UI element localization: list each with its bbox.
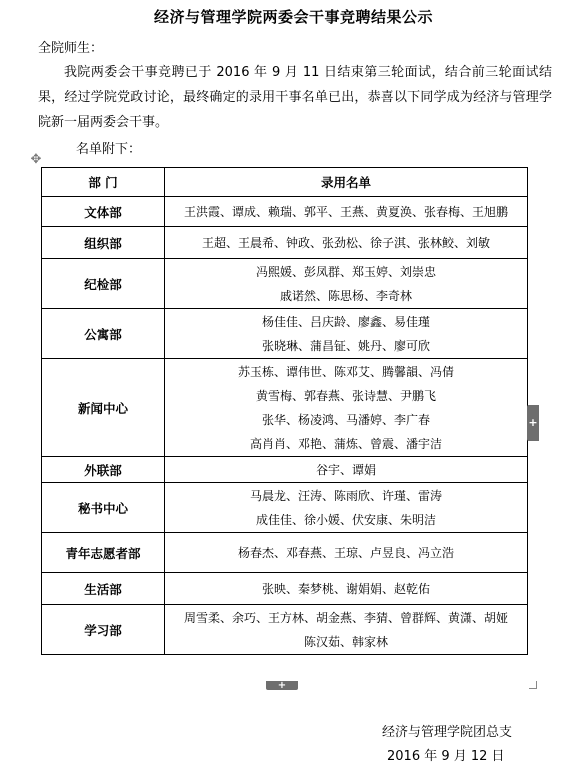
- table-row: [42, 197, 528, 227]
- names-cell: [165, 483, 528, 533]
- signature-org: 经济与管理学院团总支: [382, 725, 513, 740]
- document-title: 经济与管理学院两委会干事竞聘结果公示: [153, 8, 433, 26]
- table-row: [42, 359, 528, 457]
- table-row: [42, 483, 528, 533]
- table-row: [42, 605, 528, 655]
- table-row: [42, 533, 528, 573]
- names-line: 张映、秦梦桃、谢娟娟、赵乾佑: [261, 581, 430, 596]
- department-cell: 组织部: [42, 227, 165, 259]
- roster-body: [42, 197, 528, 655]
- department-cell: 生活部: [42, 573, 165, 605]
- names-line: 戚诺然、陈思杨、李奇林: [279, 288, 412, 303]
- names-line: 苏玉栋、谭伟世、陈邓艾、腾馨韻、冯倩: [237, 364, 454, 379]
- names-line: 杨佳佳、吕庆龄、廖鑫、易佳瑾: [261, 314, 430, 329]
- header-names: 录用名单: [165, 168, 528, 197]
- names-line: 王超、王晨希、钟政、张劲松、徐子淇、张林鲛、刘敏: [201, 235, 490, 250]
- table-row: [42, 457, 528, 483]
- department-cell: 文体部: [42, 197, 165, 227]
- department-cell: 学习部: [42, 605, 165, 655]
- list-label: 名单附下：: [76, 142, 142, 157]
- roster-table: [41, 167, 528, 655]
- names-line: 谷宇、谭娟: [315, 462, 376, 477]
- table-header-row: [42, 168, 528, 197]
- names-cell: [165, 259, 528, 309]
- names-line: 张晓琳、蒲昌钲、姚丹、廖可欣: [261, 338, 430, 353]
- header-department: 部 门: [42, 168, 165, 197]
- department-cell: 秘书中心: [42, 483, 165, 533]
- department-cell: 新闻中心: [42, 359, 165, 457]
- department-cell: 公寓部: [42, 309, 165, 359]
- department-cell: 外联部: [42, 457, 165, 483]
- names-cell: [165, 227, 528, 259]
- add-column-icon[interactable]: +: [527, 405, 539, 441]
- table-row: [42, 259, 528, 309]
- names-line: 陈汉茹、韩家林: [303, 634, 388, 649]
- names-cell: [165, 457, 528, 483]
- table-row: [42, 309, 528, 359]
- names-line: 高肖肖、邓艳、蒲炼、曾震、潘宇洁: [249, 436, 442, 451]
- names-line: 黄雪梅、郭春燕、张诗慧、尹鹏飞: [255, 388, 436, 403]
- add-row-icon[interactable]: +: [266, 681, 298, 690]
- names-line: 成佳佳、徐小媛、伏安康、朱明洁: [255, 512, 436, 527]
- announcement-body: 我院两委会干事竞聘已于 2016 年 9 月 11 日结束第三轮面试，结合前三轮面试结果，经过学院党政讨论，最终确定的录用干事名单已出，恭喜以下同学成为经济与管理学院新一届两委会干事。: [38, 65, 552, 130]
- names-line: 王洪霞、谭成、赖瑞、郭平、王燕、黄夏涣、张春梅、王旭鹏: [183, 204, 508, 219]
- names-cell: [165, 573, 528, 605]
- names-cell: [165, 605, 528, 655]
- names-cell: [165, 533, 528, 573]
- names-line: 马晨龙、汪涛、陈雨欣、许瑾、雷涛: [249, 488, 442, 503]
- move-handle-icon[interactable]: ✥: [30, 152, 42, 167]
- names-cell: [165, 197, 528, 227]
- names-cell: [165, 309, 528, 359]
- names-cell: [165, 359, 528, 457]
- names-line: 冯熙媛、彭凤群、郑玉婷、刘崇忠: [255, 264, 436, 279]
- table-row: [42, 573, 528, 605]
- names-line: 张华、杨凌鸿、马潘婷、李广春: [261, 412, 430, 427]
- names-line: 周雪柔、余巧、王方林、胡金燕、李猜、曾群辉、黄潇、胡娅: [183, 610, 508, 625]
- department-cell: 青年志愿者部: [42, 533, 165, 573]
- greeting: 全院师生：: [38, 41, 104, 56]
- department-cell: 纪检部: [42, 259, 165, 309]
- signature-date: 2016 年 9 月 12 日: [387, 749, 505, 764]
- table-resize-handle[interactable]: [529, 681, 537, 689]
- table-row: [42, 227, 528, 259]
- names-line: 杨春杰、邓春燕、王琼、卢昱良、冯立浩: [237, 545, 454, 560]
